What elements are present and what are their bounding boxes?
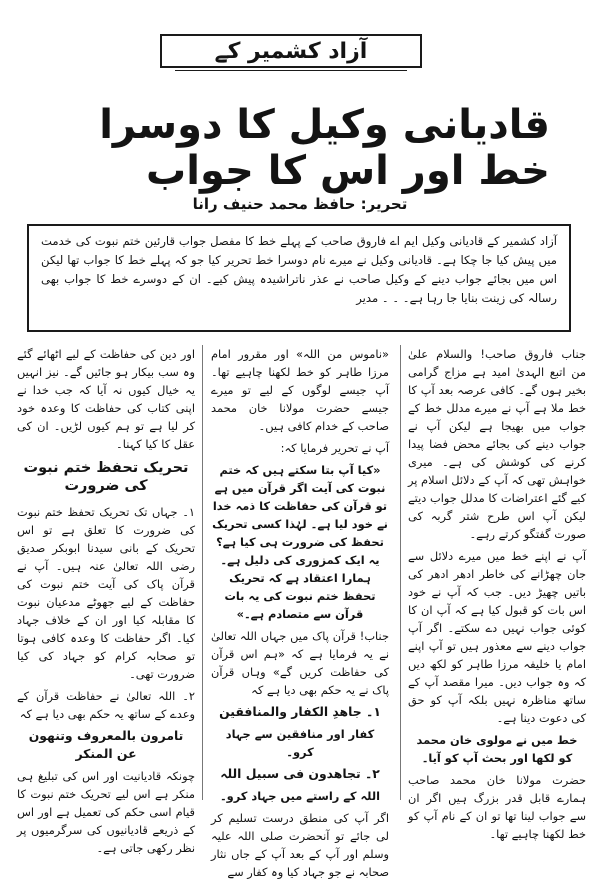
col-mid-paragraph-3: جناب! قرآن پاک میں جہاں اللہ تعالیٰ نے یہ فرمایا ہے کہ «ہم اس قرآن کی حفاظت کریں گے» وہاں قرآن پاک نے یہ حکم بھی دیا ہے کہ	[211, 629, 389, 697]
col-right-paragraph-3: حضرت مولانا خان محمد صاحب ہمارے قابل قدر بزرگ ہیں اگر ان سے جواب لینا تھا تو ان کے نام آپ کو خط لکھنا چاہیے تھا۔	[408, 773, 586, 841]
summary-box	[27, 224, 571, 332]
headline: قادیانی وکیل کا دوسرا خط اور اس کا جواب	[99, 102, 550, 194]
column-divider-left	[202, 345, 203, 800]
column-middle	[211, 345, 389, 885]
kicker-underline	[175, 70, 407, 71]
col-right-quote: خط میں نے مولوی خان محمد کو لکھا اور بحث آپ کو آیا۔	[416, 733, 578, 765]
col-mid-quote: «کیا آپ بتا سکتے ہیں کہ ختم نبوت کی آیت اگر قرآن میں ہے تو قرآن کی حفاظت کا ذمہ خدا نے خود لیا ہے۔ لہٰذا کسی تحریک تحفظ کی ضرورت ہی کیا ہے؟ یہ ایک کمزوری کی دلیل ہے۔ ہمارا اعتقاد ہے کہ تحریک تحفظ ختم نبوت کی یہ بات قرآن سے متصادم ہے۔»	[212, 463, 388, 621]
col-left-paragraph-2: ١۔ جہاں تک تحریک تحفظ ختم نبوت کی ضرورت کا تعلق ہے تو اس تحریک کے بانی سیدنا ابوبکر صدیق رضی اللہ تعالیٰ عنہ ہیں۔ آپ نے قرآن پاک کی آیت ختم نبوت کی حفاظت کے لیے جھوٹے مدعیان نبوت کا مقابلہ کیا اور ان کے خلاف جہاد کیا۔ اگر حفاظت کا وعدہ کافی ہوتا تو صحابہ کرام کو جہاد کی کیا ضرورت تھی۔	[17, 505, 195, 681]
col-mid-verse-1: ١۔ جاھدِ الکفار والمنافقین	[219, 704, 381, 719]
column-left	[17, 345, 195, 861]
col-left-paragraph-1: اور دین کی حفاظت کے لیے اٹھائے گئے وہ سب بیکار ہو جائیں گے۔ نیز انہیں یہ خیال کیوں نہ آیا کہ جب خدا نے اپنی کتاب کی حفاظت کا وعدہ خود کر لیا ہے تو ہم کیوں لڑیں۔ ان کی عقل کا کیا کہنا۔	[17, 347, 195, 451]
col-left-verse: تامرون بالمعروف وتنھون عن المنکر	[28, 728, 184, 761]
kicker-box	[160, 34, 422, 68]
column-divider-right	[400, 345, 401, 800]
summary-text: آزاد کشمیر کے قادیانی وکیل ایم اے فاروق صاحب کے پہلے خط کا مفصل جواب قارئین ختم نبوت کی خدمت میں پیش کیا جا چکا ہے۔ قادیانی وکیل نے میرے نام دوسرا خط تحریر کیا جو کہ پہلے خط کا جواب تھا لیکن اس میں بجائے جواب دینے کے وکیل صاحب نے عذر ناتراشیدہ پیش کیے۔ ان کے دوسرے خط کا جواب بھی رسالہ کی زینت بنایا جا رہا ہے۔ ۔ ۔ مدیر	[41, 234, 557, 305]
col-mid-paragraph-4: اگر آپ کی منطق درست تسلیم کر لی جائے تو آنحضرت صلی اللہ علیہ وسلم اور آپ کے بعد آپ کے جاں نثار صحابہ نے جو جہاد کیا وہ کفار سے	[211, 811, 389, 879]
col-mid-verse-2-translation: اللہ کے راستے میں جہاد کرو۔	[219, 789, 381, 803]
col-mid-paragraph-1: «ناموس من اللہ» اور مقرور امام مرزا طاہر کو خط لکھنا چاہیے تھا۔ آپ جیسے لوگوں کے لیے تو میرے جیسے حضرت مولانا خان محمد صاحب کے خدام کافی ہیں۔	[211, 347, 389, 433]
byline: تحریر: حافظ محمد حنیف رانا	[192, 195, 408, 213]
col-left-paragraph-3: ٢۔ اللہ تعالیٰ نے حفاظت قرآن کے وعدے کے ساتھ یہ حکم بھی دیا ہے کہ	[17, 689, 195, 721]
col-mid-paragraph-2: آپ نے تحریر فرمایا کہ:	[280, 441, 389, 455]
col-right-paragraph-1: جناب فاروق صاحب! والسلام علیٰ من اتبع الہدیٰ امید ہے مزاج گرامی بخیر ہوں گے۔ کافی عرصہ بعد آپ کا خط ملا ہے آپ نے میرے مدلل خط کے جواب میں بھیجا ہے لیکن آپ نے جواب دینے کی بجائے محض فضا پیدا کرنے کی کوشش کی ہے۔ میری خواہش تھی کہ آپ کے دلائل اسلام پر کیے گئے اعتراضات کا مدلل جواب دیتے لیکن آپ اس طرح شتر گربہ کی صورت گفتگو کرتے رہے۔	[407, 347, 586, 541]
col-left-paragraph-4: چونکہ قادیانیت اور اس کی تبلیغ ہی منکر ہے اس لیے تحریک ختم نبوت کا قیام اسی حکم کی تعمیل ہے اور اس کے ذریعے قادیانیوں کی سرگرمیوں پر نظر رکھی جاتی ہے۔	[17, 769, 195, 855]
column-right	[408, 345, 586, 847]
col-left-subheading: تحریک تحفظ ختم نبوت کی ضرورت	[23, 460, 189, 494]
kicker-text: آزاد کشمیر کے	[214, 38, 368, 64]
col-right-paragraph-2: آپ نے اپنے خط میں میرے دلائل سے جان چھڑانے کی خاطر ادھر ادھر کی باتیں چھیڑ دیں۔ جب کہ آپ نے خود اس بات کو قبول کیا ہے کہ آپ ان کا کوئی جواب نہیں دے سکتے۔ اگر آپ جواب دینے سے معذور ہیں تو آپ اپنے امام یا خلیفہ مرزا طاہر کو لکھ دیں کہ وہ جواب دیں۔ میرا مقصد آپ کے ساتھ مناظرہ نہیں بلکہ آپ کو حق کی دعوت دینا ہے۔	[408, 549, 586, 725]
col-mid-verse-1-translation: کفار اور منافقین سے جہاد کرو۔	[225, 727, 375, 759]
col-mid-verse-2: ٢۔ تجاھدون فی سبیل اللہ	[220, 766, 380, 781]
